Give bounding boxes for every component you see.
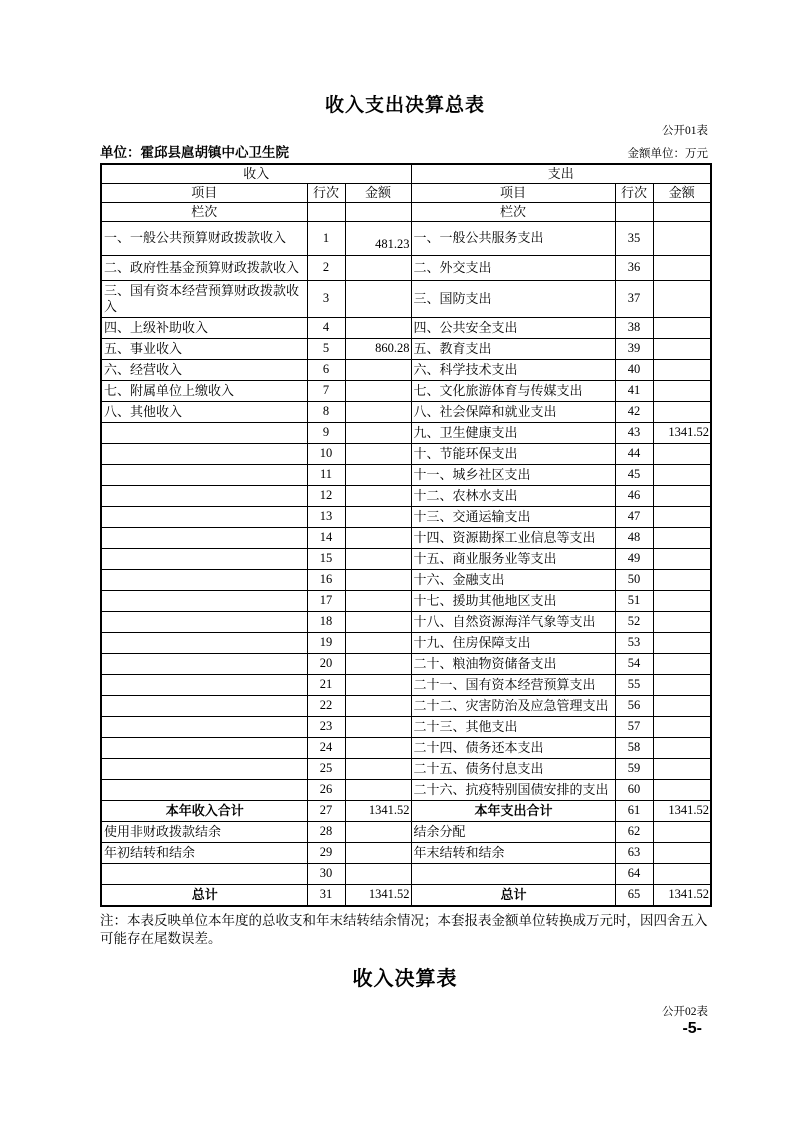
expense-amount-cell [653,591,711,612]
table-row [101,675,711,696]
table-code-label: 公开01表 [662,125,708,137]
income-amount-cell [345,843,411,864]
expense-item-cell: 年末结转和结余 [411,843,615,864]
expense-amount-cell [653,222,711,256]
table-row [101,256,711,281]
income-amount-cell: 1341.52 [345,801,411,822]
table-row [101,843,711,864]
income-rownum-cell: 19 [307,633,345,654]
income-item-cell [101,864,307,885]
income-amount-cell [345,675,411,696]
income-item-cell: 二、政府性基金预算财政拨款收入 [101,256,307,281]
income-item-cell: 本年收入合计 [101,801,307,822]
table-row [101,717,711,738]
expense-rownum-column-header: 行次 [615,184,653,203]
table-row [101,465,711,486]
income-rownum-cell: 22 [307,696,345,717]
income-rownum-cell: 29 [307,843,345,864]
income-section-header: 收入 [101,164,411,184]
income-item-cell: 四、上级补助收入 [101,318,307,339]
expense-item-cell: 十、节能环保支出 [411,444,615,465]
income-amount-cell: 1341.52 [345,885,411,907]
expense-rownum-cell: 65 [615,885,653,907]
income-amount-cell [345,759,411,780]
table-row [101,281,711,318]
income-rownum-cell: 8 [307,402,345,423]
expense-rownum-cell: 45 [615,465,653,486]
expense-amount-cell [653,759,711,780]
expense-amount-cell [653,465,711,486]
income-item-cell [101,465,307,486]
expense-rownum-cell: 61 [615,801,653,822]
table-row [101,222,711,256]
table-row [101,885,711,907]
expense-amount-cell [653,717,711,738]
income-rownum-cell: 6 [307,360,345,381]
expense-amount-cell [653,570,711,591]
expense-rownum-cell: 50 [615,570,653,591]
income-item-cell [101,612,307,633]
next-table-code-label: 公开02表 [662,1006,708,1019]
income-amount-cell [345,549,411,570]
expense-rownum-cell: 41 [615,381,653,402]
expense-rownum-cell: 64 [615,864,653,885]
expense-item-cell: 二、外交支出 [411,256,615,281]
expense-rownum-cell: 55 [615,675,653,696]
expense-rownum-cell: 35 [615,222,653,256]
expense-rownum-cell: 46 [615,486,653,507]
expense-item-cell: 七、文化旅游体育与传媒支出 [411,381,615,402]
income-item-cell [101,507,307,528]
table-row [101,570,711,591]
next-table-title: 收入决算表 [352,968,458,991]
expense-rownum-cell: 36 [615,256,653,281]
expense-item-cell: 十二、农林水支出 [411,486,615,507]
income-amount-cell [345,696,411,717]
income-item-cell [101,780,307,801]
income-rownum-cell: 12 [307,486,345,507]
expense-item-cell: 三、国防支出 [411,281,615,318]
expense-rownum-cell: 56 [615,696,653,717]
table-row [101,507,711,528]
expense-amount-cell [653,507,711,528]
expense-item-cell: 九、卫生健康支出 [411,423,615,444]
expense-rownum-cell: 62 [615,822,653,843]
income-item-cell: 八、其他收入 [101,402,307,423]
expense-item-cell: 十六、金融支出 [411,570,615,591]
income-rownum-cell: 3 [307,281,345,318]
income-rownum-cell: 23 [307,717,345,738]
table-row [101,696,711,717]
table-row [101,381,711,402]
table-row [101,612,711,633]
income-rownum-cell: 2 [307,256,345,281]
expense-amount-cell [653,360,711,381]
expense-rownum-cell: 63 [615,843,653,864]
expense-amount-cell [653,633,711,654]
income-rownum-cell: 30 [307,864,345,885]
expense-section-header: 支出 [411,164,711,184]
income-item-cell: 三、国有资本经营预算财政拨款收入 [101,281,307,318]
expense-amount-cell [653,654,711,675]
table-row [101,864,711,885]
income-item-cell [101,696,307,717]
expense-item-cell: 十九、住房保障支出 [411,633,615,654]
expense-rownum-cell: 47 [615,507,653,528]
page-number: -5- [682,1020,702,1038]
unit-name-label: 单位：霍邱县扈胡镇中心卫生院 [100,145,289,160]
income-item-cell: 使用非财政拨款结余 [101,822,307,843]
expense-item-cell [411,864,615,885]
expense-item-cell: 二十二、灾害防治及应急管理支出 [411,696,615,717]
income-item-cell [101,423,307,444]
income-rownum-cell: 16 [307,570,345,591]
table-row [101,822,711,843]
income-item-cell [101,528,307,549]
expense-rownum-cell: 53 [615,633,653,654]
section-header-row [101,164,711,184]
expense-rownum-cell: 42 [615,402,653,423]
income-amount-cell [345,256,411,281]
expense-amount-cell [653,528,711,549]
column-header-row [101,184,711,203]
expense-item-cell: 八、社会保障和就业支出 [411,402,615,423]
empty-header-cell [615,203,653,222]
income-amount-cell [345,318,411,339]
expense-item-cell: 五、教育支出 [411,339,615,360]
table-row [101,654,711,675]
expense-amount-cell [653,281,711,318]
table-row [101,738,711,759]
income-item-cell [101,570,307,591]
income-item-cell [101,654,307,675]
expense-rownum-cell: 57 [615,717,653,738]
table-row [101,633,711,654]
expense-amount-cell [653,549,711,570]
income-amount-cell [345,654,411,675]
page-title: 收入支出决算总表 [324,95,485,116]
expense-item-cell: 十八、自然资源海洋气象等支出 [411,612,615,633]
income-item-cell: 五、事业收入 [101,339,307,360]
income-expense-summary-table [100,163,712,907]
expense-amount-cell [653,675,711,696]
expense-item-cell: 十三、交通运输支出 [411,507,615,528]
table-row [101,528,711,549]
table-row [101,318,711,339]
table-row [101,549,711,570]
expense-rownum-cell: 60 [615,780,653,801]
expense-amount-cell [653,696,711,717]
expense-rownum-cell: 59 [615,759,653,780]
income-rownum-cell: 25 [307,759,345,780]
expense-amount-cell [653,843,711,864]
expense-amount-cell: 1341.52 [653,423,711,444]
income-amount-cell [345,570,411,591]
expense-rownum-cell: 54 [615,654,653,675]
expense-item-cell: 十七、援助其他地区支出 [411,591,615,612]
expense-item-column-header: 项目 [411,184,615,203]
income-rownum-cell: 14 [307,528,345,549]
income-amount-cell [345,507,411,528]
expense-amount-cell [653,444,711,465]
income-item-cell: 总计 [101,885,307,907]
income-amount-cell: 860.28 [345,339,411,360]
expense-amount-cell [653,864,711,885]
expense-item-cell: 一、一般公共服务支出 [411,222,615,256]
expense-item-cell: 二十五、债务付息支出 [411,759,615,780]
expense-item-cell: 四、公共安全支出 [411,318,615,339]
income-amount-cell [345,402,411,423]
income-rownum-column-header: 行次 [307,184,345,203]
table-row [101,423,711,444]
income-rownum-cell: 18 [307,612,345,633]
income-amount-cell [345,465,411,486]
expense-item-cell: 十五、商业服务业等支出 [411,549,615,570]
income-amount-cell [345,738,411,759]
income-amount-cell [345,281,411,318]
expense-amount-cell [653,402,711,423]
income-amount-cell [345,486,411,507]
expense-rownum-cell: 49 [615,549,653,570]
expense-amount-cell [653,486,711,507]
income-item-cell [101,717,307,738]
expense-item-cell: 二十一、国有资本经营预算支出 [411,675,615,696]
income-rownum-cell: 10 [307,444,345,465]
income-item-cell: 六、经营收入 [101,360,307,381]
table-row [101,402,711,423]
income-rownum-cell: 4 [307,318,345,339]
income-amount-cell [345,612,411,633]
income-amount-cell [345,717,411,738]
income-rownum-cell: 28 [307,822,345,843]
income-amount-cell [345,360,411,381]
income-rownum-cell: 1 [307,222,345,256]
expense-item-cell: 二十六、抗疫特别国债安排的支出 [411,780,615,801]
income-item-cell [101,591,307,612]
expense-item-cell: 二十三、其他支出 [411,717,615,738]
amount-unit-label: 金额单位：万元 [627,148,708,160]
income-item-cell [101,759,307,780]
income-rownum-cell: 31 [307,885,345,907]
table-row [101,444,711,465]
table-row [101,780,711,801]
table-row [101,801,711,822]
expense-rownum-cell: 37 [615,281,653,318]
income-item-cell [101,549,307,570]
page-content [100,120,710,1038]
income-item-cell [101,444,307,465]
expense-amount-cell [653,339,711,360]
expense-item-cell: 六、科学技术支出 [411,360,615,381]
empty-header-cell [653,203,711,222]
lanci-row [101,203,711,222]
expense-item-cell: 总计 [411,885,615,907]
expense-amount-cell: 1341.52 [653,885,711,907]
income-rownum-cell: 7 [307,381,345,402]
expense-amount-column-header: 金额 [653,184,711,203]
expense-rownum-cell: 39 [615,339,653,360]
income-amount-cell [345,633,411,654]
income-rownum-cell: 20 [307,654,345,675]
income-rownum-cell: 15 [307,549,345,570]
income-lanci-label: 栏次 [101,203,307,222]
table-row [101,486,711,507]
income-rownum-cell: 11 [307,465,345,486]
income-amount-cell [345,591,411,612]
income-rownum-cell: 13 [307,507,345,528]
income-item-cell [101,675,307,696]
income-item-column-header: 项目 [101,184,307,203]
table-row [101,759,711,780]
income-item-cell: 一、一般公共预算财政拨款收入 [101,222,307,256]
income-item-cell: 年初结转和结余 [101,843,307,864]
expense-amount-cell [653,780,711,801]
expense-rownum-cell: 38 [615,318,653,339]
income-amount-cell: 481.23 [345,222,411,256]
income-item-cell [101,738,307,759]
income-amount-cell [345,780,411,801]
expense-amount-cell [653,822,711,843]
table-note: 注：本表反映单位本年度的总收支和年末结转结余情况；本套报表金额单位转换成万元时，因四舍五入可能存在尾数误差。 [100,913,708,947]
expense-amount-cell [653,738,711,759]
income-rownum-cell: 26 [307,780,345,801]
expense-rownum-cell: 51 [615,591,653,612]
expense-item-cell: 十一、城乡社区支出 [411,465,615,486]
expense-rownum-cell: 52 [615,612,653,633]
expense-amount-cell [653,256,711,281]
income-rownum-cell: 9 [307,423,345,444]
income-rownum-cell: 24 [307,738,345,759]
expense-amount-cell [653,381,711,402]
expense-rownum-cell: 44 [615,444,653,465]
expense-item-cell: 二十四、债务还本支出 [411,738,615,759]
income-amount-column-header: 金额 [345,184,411,203]
expense-amount-cell [653,612,711,633]
income-amount-cell [345,444,411,465]
income-amount-cell [345,381,411,402]
table-meta-row [100,141,710,161]
expense-item-cell: 本年支出合计 [411,801,615,822]
table-row [101,339,711,360]
income-item-cell: 七、附属单位上缴收入 [101,381,307,402]
income-rownum-cell: 21 [307,675,345,696]
expense-rownum-cell: 48 [615,528,653,549]
expense-amount-cell [653,318,711,339]
expense-lanci-label: 栏次 [411,203,615,222]
income-amount-cell [345,864,411,885]
income-amount-cell [345,822,411,843]
income-rownum-cell: 5 [307,339,345,360]
table-body [101,222,711,907]
expense-item-cell: 十四、资源勘探工业信息等支出 [411,528,615,549]
income-amount-cell [345,528,411,549]
income-amount-cell [345,423,411,444]
expense-item-cell: 二十、粮油物资储备支出 [411,654,615,675]
table-row [101,360,711,381]
expense-rownum-cell: 43 [615,423,653,444]
income-item-cell [101,633,307,654]
income-rownum-cell: 17 [307,591,345,612]
expense-amount-cell: 1341.52 [653,801,711,822]
empty-header-cell [307,203,345,222]
income-rownum-cell: 27 [307,801,345,822]
empty-header-cell [345,203,411,222]
table-row [101,591,711,612]
expense-rownum-cell: 40 [615,360,653,381]
income-item-cell [101,486,307,507]
expense-rownum-cell: 58 [615,738,653,759]
expense-item-cell: 结余分配 [411,822,615,843]
